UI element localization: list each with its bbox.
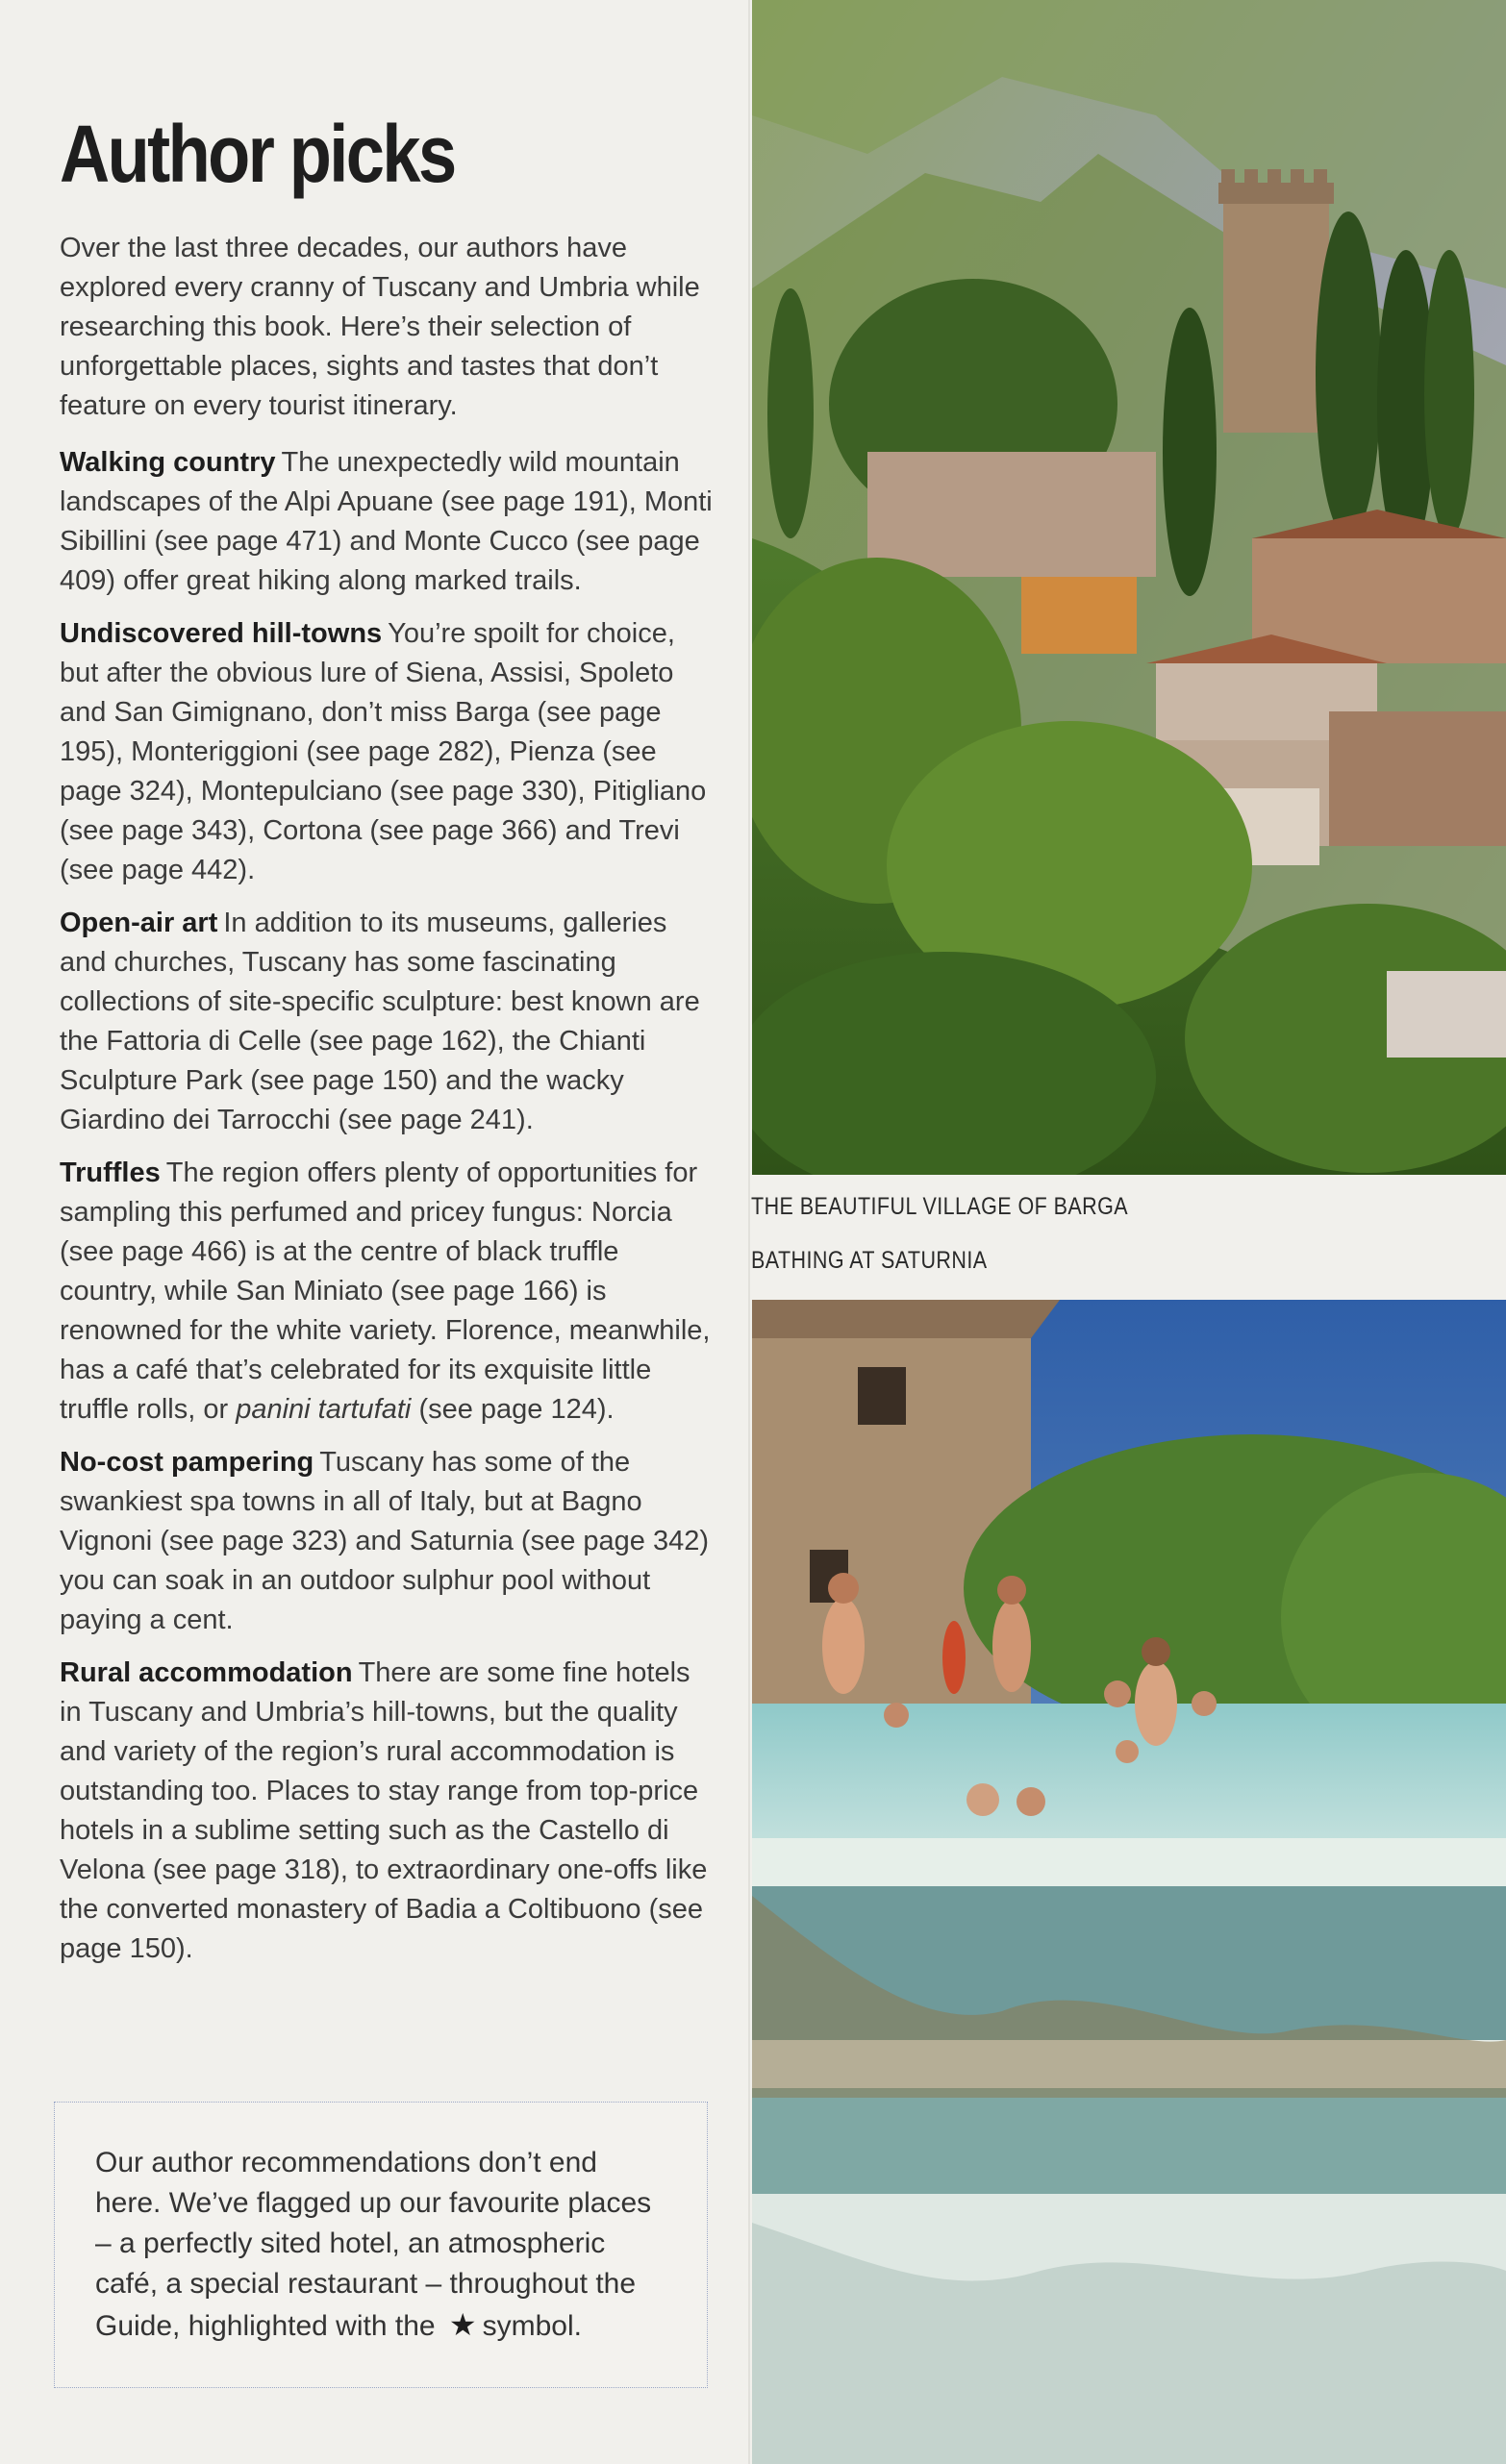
pick-title: Open-air art: [60, 908, 218, 938]
pick-title: Rural accommodation: [60, 1657, 353, 1688]
saturnia-bathing-photo: [752, 1300, 1506, 2464]
pick-pampering: [60, 1443, 715, 1640]
text-column: [56, 109, 715, 1982]
saturnia-bathing-illustration: [752, 1300, 1506, 2464]
note-text: Our author recommendations don’t end here. We’ve flagged up our favourite places – a perfectly sited hotel, an atmospheric café, a special restaurant – throughout the Guide, highlighted with the: [95, 2147, 652, 2342]
pick-text: The region offers plenty of opportunities for sampling this perfumed and pricey fungus: Norcia (see page 466) is at the centre of black truffle country, while San Miniato (see page 166) is renowned for the white variety. Florence, meanwhile, has a café that’s celebrated for its exquisite little truffle rolls, or: [60, 1157, 711, 1425]
pick-text: In addition to its museums, galleries and churches, Tuscany has some fascinating collections of site-specific sculpture: best known are the Fattoria di Celle (see page 162), the Chianti Sculpture Park (see page 150) and the wacky Giardino dei Tarrocchi (see page 241).: [60, 908, 700, 1135]
pick-title: Walking country: [60, 447, 276, 478]
pick-walking-country: [60, 443, 715, 601]
pick-title: No-cost pampering: [60, 1447, 314, 1478]
pick-rural-accommodation: [60, 1654, 715, 1969]
page-heading: Author picks: [60, 109, 455, 199]
pick-open-air-art: [60, 904, 715, 1140]
pick-text: You’re spoilt for choice, but after the obvious lure of Siena, Assisi, Spoleto and San Gimignano, don’t miss Barga (see page 195), Monteriggioni (see page 282), Pienza (see page 324), Montepulciano (see page 330), Pitigliano (see page 343), Cortona (see page 366) and Trevi (see page 442).: [60, 618, 707, 885]
barga-village-photo: [752, 0, 1506, 1175]
star-icon: ★: [448, 2307, 477, 2342]
barga-photo-caption: THE BEAUTIFUL VILLAGE OF BARGA: [751, 1193, 1129, 1220]
pick-title: Truffles: [60, 1157, 161, 1188]
pick-truffles: [60, 1154, 715, 1430]
saturnia-photo-caption: BATHING AT SATURNIA: [751, 1247, 988, 1274]
intro-paragraph: Over the last three decades, our authors have explored every cranny of Tuscany and Umbria while researching this book. Here’s their selection of unforgettable places, sights and tastes that don’t feature on every tourist itinerary.: [60, 233, 700, 421]
pick-text: There are some fine hotels in Tuscany and Umbria’s hill-towns, but the quality and variety of the region’s rural accommodation is outstanding too. Places to stay range from top-price hotels in a sublime setting such as the Castello di Velona (see page 318), to extraordinary one-offs like the converted monastery of Badia a Coltibuono (see page 150).: [60, 1657, 708, 1964]
note-text-end: symbol.: [482, 2310, 582, 2342]
pick-text-italic: panini tartufati: [236, 1394, 412, 1425]
column-divider: [748, 0, 750, 2464]
pick-text: Tuscany has some of the swankiest spa towns in all of Italy, but at Bagno Vignoni (see page 323) and Saturnia (see page 342) you can soak in an outdoor sulphur pool without paying a cent.: [60, 1447, 710, 1635]
pick-text: (see page 124).: [418, 1394, 615, 1425]
barga-village-illustration: [752, 0, 1506, 1175]
author-recommendation-note: [54, 2102, 708, 2388]
pick-title: Undiscovered hill-towns: [60, 618, 383, 649]
pick-hill-towns: [60, 614, 715, 890]
pick-text: The unexpectedly wild mountain landscapes of the Alpi Apuane (see page 191), Monti Sibillini (see page 471) and Monte Cucco (see page 409) offer great hiking along marked trails.: [60, 447, 713, 596]
